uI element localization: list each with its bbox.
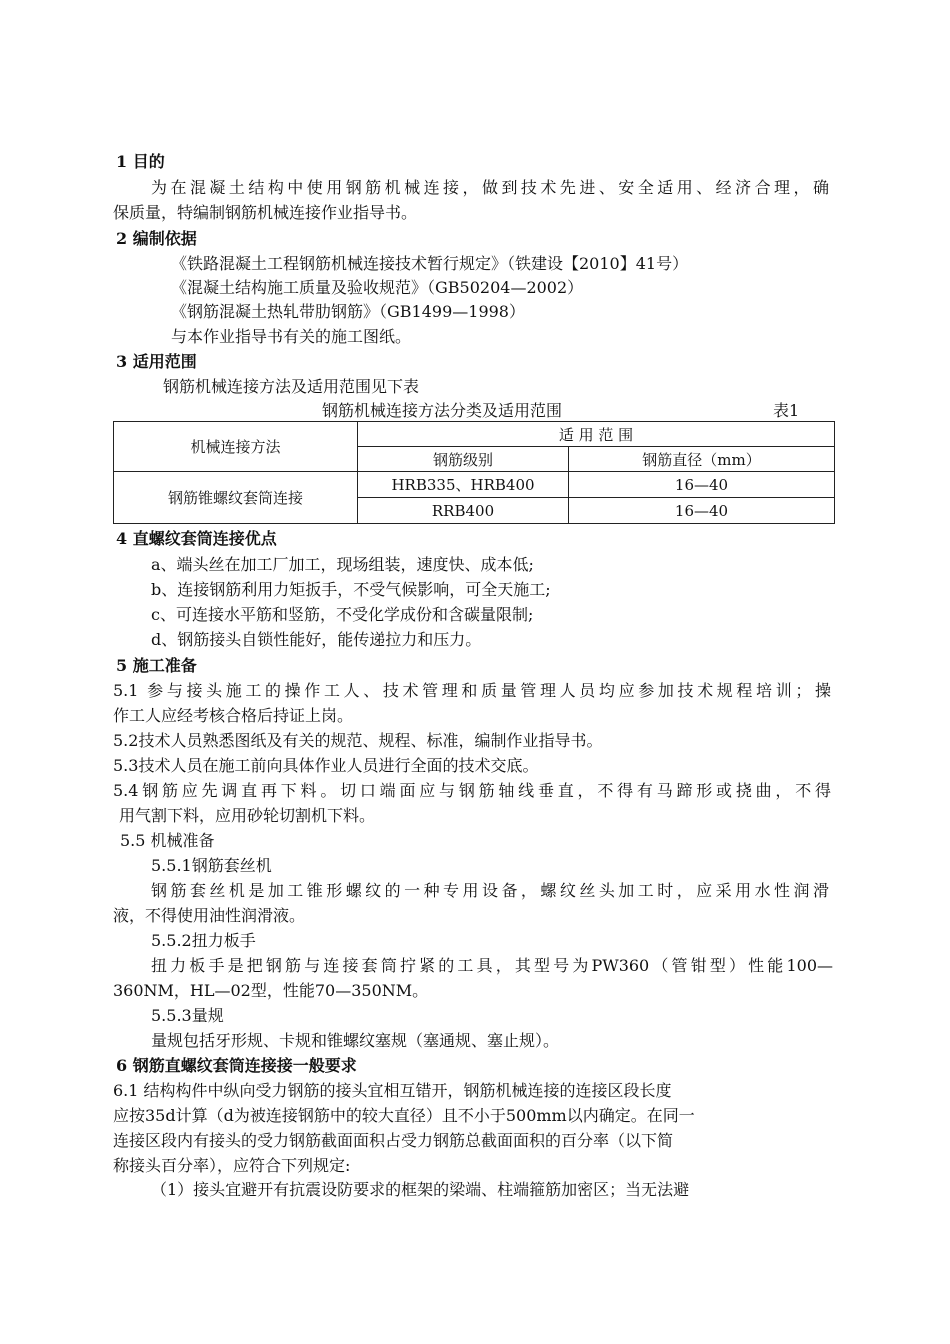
section-1-paragraph-cont: 保质量，特编制钢筋机械连接作业指导书。 xyxy=(113,203,418,222)
cell-grade: RRB400 xyxy=(358,498,569,524)
subheading-5-5-1: 5.5.1钢筋套丝机 xyxy=(151,856,272,875)
paragraph-5-1-cont: 作工人应经考核合格后持证上岗。 xyxy=(113,706,354,725)
paragraph-5-5-2-cont: 360NM，HL—02型，性能70—350NM。 xyxy=(113,981,429,1000)
section-3-intro: 钢筋机械连接方法及适用范围见下表 xyxy=(163,377,420,396)
connection-methods-table xyxy=(113,421,835,524)
cell-grade: HRB335、HRB400 xyxy=(358,472,569,498)
paragraph-6-1-cont: 应按35d计算（d为被连接钢筋中的较大直径）且不小于500mm以内确定。在同一 xyxy=(113,1106,695,1125)
reference-item: 《铁路混凝土工程钢筋机械连接技术暂行规定》（铁建设【2010】41号） xyxy=(171,254,689,273)
cell-diameter: 16—40 xyxy=(569,472,835,498)
header-method: 机械连接方法 xyxy=(114,422,358,472)
paragraph-5-5-1-cont: 液，不得使用油性润滑液。 xyxy=(113,906,306,925)
advantage-item: b、连接钢筋利用力矩扳手，不受气候影响，可全天施工; xyxy=(151,580,551,599)
paragraph-5-2: 5.2技术人员熟悉图纸及有关的规范、规程、标准，编制作业指导书。 xyxy=(113,731,603,750)
section-2-heading: 2 编制依据 xyxy=(116,229,197,248)
paragraph-5-5-3: 量规包括牙形规、卡规和锥螺纹塞规（塞通规、塞止规）。 xyxy=(151,1031,560,1050)
header-scope: 适 用 范 围 xyxy=(358,422,835,447)
reference-item: 《混凝土结构施工质量及验收规范》（GB50204—2002） xyxy=(171,278,584,297)
cell-diameter: 16—40 xyxy=(569,498,835,524)
paragraph-6-1-cont: 称接头百分率），应符合下列规定: xyxy=(113,1156,351,1175)
section-1-paragraph: 为在混凝土结构中使用钢筋机械连接，做到技术先进、安全适用、经济合理，确 xyxy=(151,178,829,197)
list-item-6-1-1: （1）接头宜避开有抗震设防要求的框架的梁端、柱端箍筋加密区；当无法避 xyxy=(151,1180,690,1199)
reference-item: 与本作业指导书有关的施工图纸。 xyxy=(171,327,412,346)
section-4-heading: 4 直螺纹套筒连接优点 xyxy=(116,529,277,548)
subheading-5-5-3: 5.5.3量规 xyxy=(151,1006,224,1025)
cell-method: 钢筋锥螺纹套筒连接 xyxy=(114,472,358,524)
section-6-heading: 6 钢筋直螺纹套筒连接接一般要求 xyxy=(116,1056,357,1075)
subheading-5-5-2: 5.5.2扭力板手 xyxy=(151,931,256,950)
subheading-5-5: 5.5 机械准备 xyxy=(120,831,215,850)
reference-item: 《钢筋混凝土热轧带肋钢筋》（GB1499—1998） xyxy=(171,302,525,321)
header-diameter: 钢筋直径（mm） xyxy=(569,447,835,472)
paragraph-5-1: 5.1 参与接头施工的操作工人、技术管理和质量管理人员均应参加技术规程培训；操 xyxy=(113,681,831,700)
advantage-item: c、可连接水平筋和竖筋，不受化学成份和含碳量限制; xyxy=(151,605,534,624)
paragraph-5-5-2: 扭力板手是把钢筋与连接套筒拧紧的工具，其型号为PW360（管钳型）性能100— xyxy=(151,956,833,975)
section-5-heading: 5 施工准备 xyxy=(116,656,197,675)
paragraph-5-3: 5.3技术人员在施工前向具体作业人员进行全面的技术交底。 xyxy=(113,756,539,775)
section-3-heading: 3 适用范围 xyxy=(116,352,197,371)
section-1-heading: 1 目的 xyxy=(116,152,165,171)
table-caption: 钢筋机械连接方法分类及适用范围 xyxy=(322,401,563,420)
paragraph-6-1-cont: 连接区段内有接头的受力钢筋截面面积占受力钢筋总截面面积的百分率（以下简 xyxy=(113,1131,674,1150)
advantage-item: d、钢筋接头自锁性能好，能传递拉力和压力。 xyxy=(151,630,482,649)
table-number: 表1 xyxy=(773,401,800,420)
paragraph-5-4: 5.4钢筋应先调直再下料。切口端面应与钢筋轴线垂直，不得有马蹄形或挠曲，不得 xyxy=(113,781,831,800)
paragraph-6-1: 6.1 结构构件中纵向受力钢筋的接头宜相互错开，钢筋机械连接的连接区段长度 xyxy=(113,1081,672,1100)
header-grade: 钢筋级别 xyxy=(358,447,569,472)
paragraph-5-4-cont: 用气割下料，应用砂轮切割机下料。 xyxy=(119,806,376,825)
paragraph-5-5-1: 钢筋套丝机是加工锥形螺纹的一种专用设备，螺纹丝头加工时，应采用水性润滑 xyxy=(151,881,829,900)
advantage-item: a、端头丝在加工厂加工，现场组装，速度快、成本低; xyxy=(151,555,534,574)
